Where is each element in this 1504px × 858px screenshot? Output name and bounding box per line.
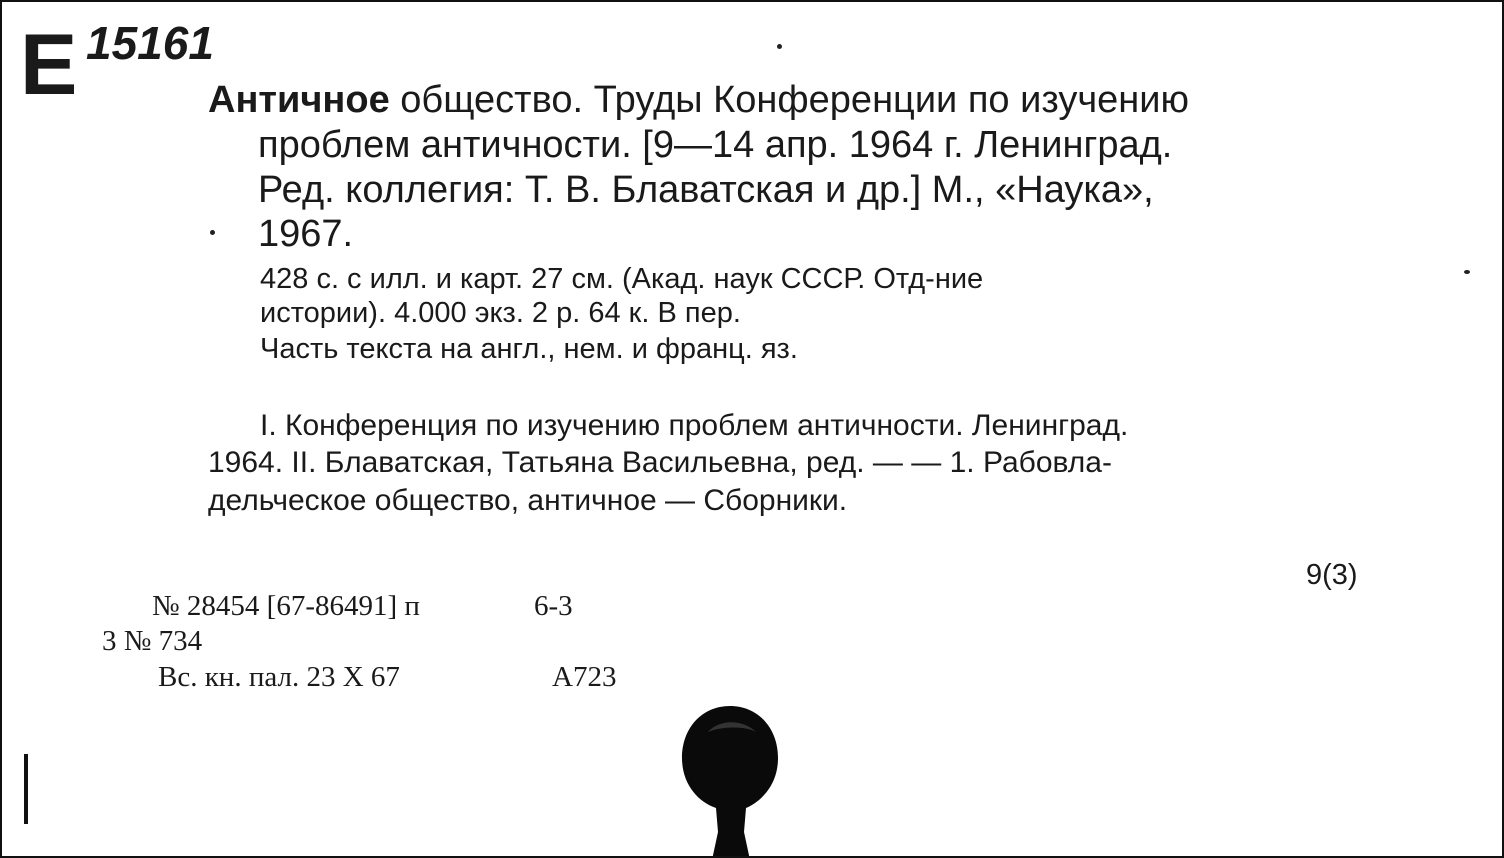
footer-line-1-right: 6-3 xyxy=(534,590,573,622)
catalog-letter: E xyxy=(20,17,78,113)
speck xyxy=(1464,270,1470,274)
entry-line-4: 1967. xyxy=(258,213,354,255)
footer-line-3-left: Вс. кн. пал. 23 X 67 xyxy=(158,661,400,693)
title-bold: Античное xyxy=(208,79,390,121)
title-rest: общество. Труды Конференции по изучению xyxy=(400,79,1189,121)
footer-line-2: 3 № 734 xyxy=(102,625,203,657)
catalog-number: 15161 xyxy=(86,17,214,69)
left-edge-mark xyxy=(24,754,28,824)
entry-line-3: Ред. коллегия: Т. В. Блаватская и др.] М., «Наука», xyxy=(258,169,1154,211)
physical-line-1: 428 с. с илл. и карт. 27 см. (Акад. наук СССР. Отд-ние xyxy=(260,263,984,295)
footer-line-3-right: A723 xyxy=(552,661,617,693)
speck xyxy=(210,230,215,235)
entry-line-2: проблем античности. [9—14 апр. 1964 г. Ленинград. xyxy=(258,124,1173,166)
classification-number: 9(3) xyxy=(1306,559,1358,591)
speck xyxy=(777,44,782,49)
tracings-line-2: 1964. II. Блаватская, Татьяна Васильевна, ред. — — 1. Рабовла- xyxy=(208,446,1112,479)
tracings-line-1: I. Конференция по изучению проблем античности. Ленинград. xyxy=(260,409,1129,442)
physical-line-2: истории). 4.000 экз. 2 р. 64 к. В пер. xyxy=(260,297,741,329)
tracings-line-3: дельческое общество, античное — Сборники. xyxy=(208,484,848,517)
entry-line-1 xyxy=(208,78,1189,124)
punch-hole-icon xyxy=(678,702,784,858)
footer-line-1-left: № 28454 [67-86491] п xyxy=(152,590,420,622)
physical-line-3: Часть текста на англ., нем. и франц. яз. xyxy=(260,333,798,365)
